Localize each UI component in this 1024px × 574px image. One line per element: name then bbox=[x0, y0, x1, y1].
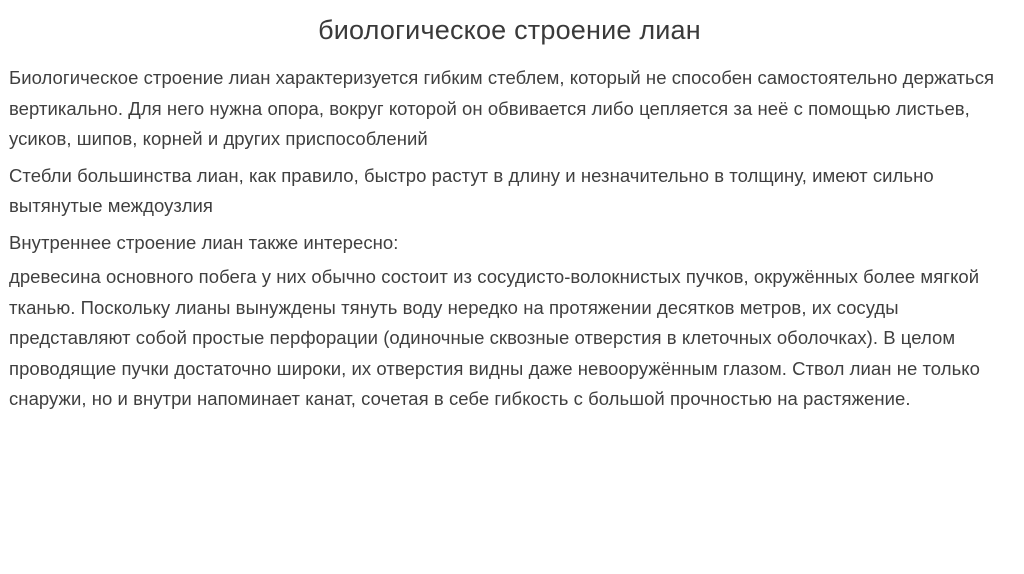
paragraph-wood-structure: древесина основного побега у них обычно состоит из сосудисто-волокнистых пучков, окружённых более мягкой тканью. Поскольку лианы вынуждены тянуть воду нередко на протяжении десятков метров, их сосуды представляют собой простые перфорации (одиночные сквозные отверстия в клеточных оболочках). В целом проводящие пучки достаточно широки, их отверстия видны даже невооружённым глазом. Ствол лиан не только снаружи, но и внутри напоминает канат, сочетая в себе гибкость с большой прочностью на растяжение. bbox=[9, 266, 980, 409]
paragraph-stems: Стебли большинства лиан, как правило, быстро растут в длину и незначительно в толщину, имеют сильно вытянутые междоузлия bbox=[9, 164, 934, 216]
paragraph-intro: Биологическое строение лиан характеризуется гибким стеблем, который не способен самостоятельно держаться вертикально. Для него нужна опора, вокруг которой он обвивается либо цепляется за неё с помощью листьев, усиков, шипов, корней и других приспособлений bbox=[9, 67, 995, 149]
slide-body bbox=[9, 63, 1010, 415]
paragraph-internal-heading: Внутреннее строение лиан также интересно: bbox=[9, 231, 399, 253]
slide-title: биологическое строение лиан bbox=[318, 15, 701, 45]
